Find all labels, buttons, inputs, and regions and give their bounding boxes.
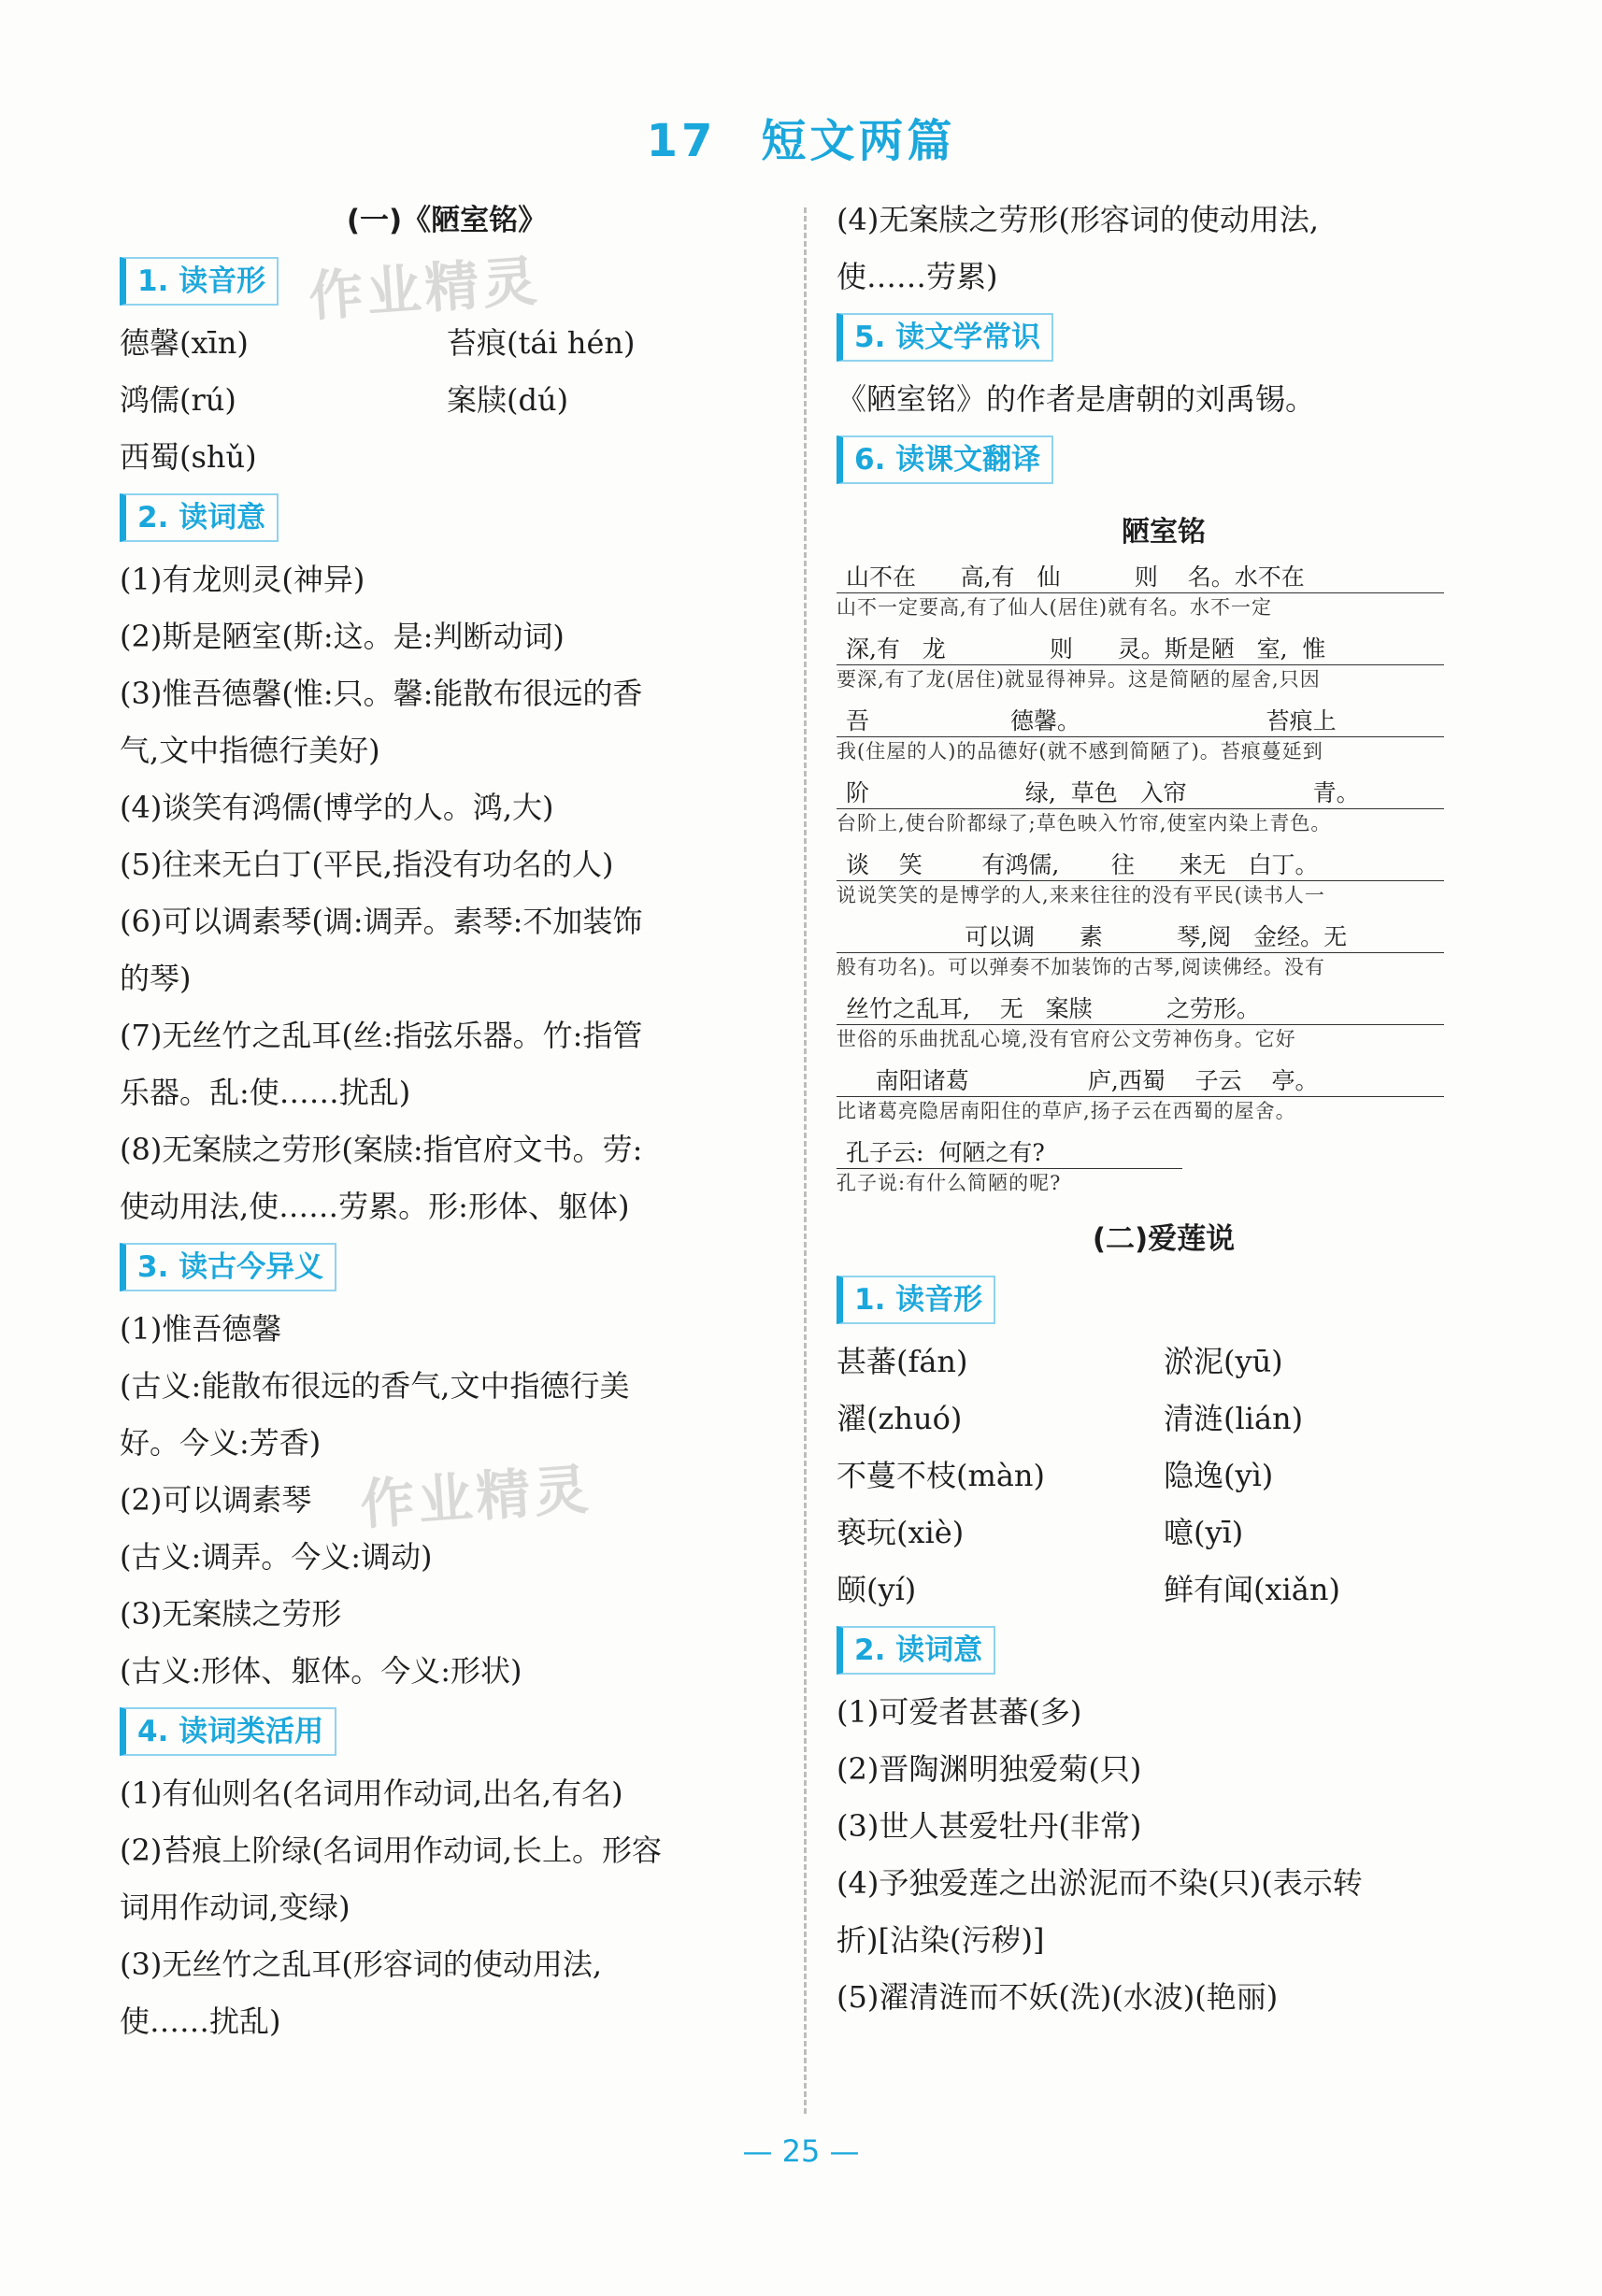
list-item: (2)苔痕上阶绿(名词用作动词,长上。形容 <box>120 1833 662 1868</box>
list-item: 折)[沾染(污秽)] <box>837 1922 1045 1958</box>
translation-block <box>837 563 1491 1197</box>
translation-pair <box>837 706 1491 765</box>
part2-heading: (二)爱莲说 <box>1092 1222 1236 1256</box>
translation-pair <box>837 1138 1491 1197</box>
section-heading: 4. 读词类活用 <box>120 1707 336 1756</box>
left-column <box>120 192 774 2050</box>
list-item: (古义:调弄。今义:调动) <box>120 1539 433 1575</box>
section-heading: 5. 读文学常识 <box>837 313 1053 362</box>
section-heading: 6. 读课文翻译 <box>837 435 1053 484</box>
modern-text: 世俗的乐曲扰乱心境,没有官府公文劳神伤身。它好 <box>837 1028 1296 1050</box>
modern-text: 孔子说:有什么简陋的呢? <box>837 1172 1062 1194</box>
original-text: 丝竹之乱耳, 无 案牍 之劳形。 <box>837 994 1444 1025</box>
list-item: 西蜀(shǔ) <box>120 439 257 475</box>
original-text: 南阳诸葛 庐,西蜀 子云 亭。 <box>837 1066 1444 1097</box>
list-item: (3)无案牍之劳形 <box>120 1596 342 1632</box>
list-item: (1)有龙则灵(神异) <box>120 562 365 597</box>
section-heading: 1. 读音形 <box>120 257 279 306</box>
modern-text: 要深,有了龙(居住)就显得神异。这是简陋的屋舍,只因 <box>837 668 1321 691</box>
original-text: 吾 德馨。 苔痕上 <box>837 706 1444 737</box>
pronunciation-list <box>837 1333 1491 1619</box>
list-item: 好。今义:芳香) <box>120 1425 322 1461</box>
original-text: 谈 笑 有鸿儒, 往 来无 白丁。 <box>837 850 1444 881</box>
list-item: 使……扰乱) <box>120 2004 281 2039</box>
original-text: 孔子云: 何陋之有? <box>837 1138 1182 1169</box>
translation-pair <box>837 922 1491 981</box>
list-item: (2)斯是陋室(斯:这。是:判断动词) <box>120 619 565 654</box>
page-number: — 25 — <box>742 2133 860 2169</box>
section-heading: 2. 读词意 <box>120 493 279 542</box>
modern-text: 山不一定要高,有了仙人(居住)就有名。水不一定 <box>837 596 1273 619</box>
list-item: (2)可以调素琴 <box>120 1482 312 1518</box>
original-text: 山不在 高,有 仙 则 名。水不在 <box>837 563 1444 593</box>
watermark: 作业精灵 <box>358 1457 594 1537</box>
column-divider <box>804 207 807 2114</box>
list-item: 乐器。乱:使……扰乱) <box>120 1075 411 1110</box>
list-item: 鸿儒(rú) <box>120 382 236 418</box>
list-item: 颐(yí) <box>837 1572 917 1607</box>
modern-text: 般有功名)。可以弹奏不加装饰的古琴,阅读佛经。没有 <box>837 956 1325 978</box>
list-item: 使动用法,使……劳累。形:形体、躯体) <box>120 1189 630 1224</box>
right-column <box>837 192 1491 2026</box>
list-item: (3)无丝竹之乱耳(形容词的使动用法, <box>120 1947 602 1982</box>
list-item: 不蔓不枝(màn) <box>837 1458 1046 1493</box>
list-item: (1)有仙则名(名词用作动词,出名,有名) <box>120 1775 623 1811</box>
list-item: (4)无案牍之劳形(形容词的使动用法, <box>837 202 1319 237</box>
translation-pair <box>837 1066 1491 1125</box>
list-item: (古义:形体、躯体。今义:形状) <box>120 1653 522 1689</box>
translation-pair <box>837 994 1491 1053</box>
list-item: 德馨(xīn) <box>120 325 249 361</box>
list-item: 亵玩(xiè) <box>837 1515 965 1550</box>
list-item: (5)濯清涟而不妖(洗)(水波)(艳丽) <box>837 1979 1279 2015</box>
list-item: (1)惟吾德馨 <box>120 1311 282 1347</box>
list-item: 鲜有闻(xiǎn) <box>1164 1572 1340 1607</box>
list-item: 使……劳累) <box>837 259 998 294</box>
word-usage-list <box>120 1765 774 2050</box>
translation-pair <box>837 563 1491 621</box>
modern-text: 说说笑笑的是博学的人,来来往往的没有平民(读书人一 <box>837 884 1325 906</box>
original-text: 阶 绿, 草色 入帘 青。 <box>837 778 1444 809</box>
list-item: (4)予独爱莲之出淤泥而不染(只)(表示转 <box>837 1865 1363 1901</box>
pronunciation-list <box>120 315 774 486</box>
list-item: 的琴) <box>120 961 192 996</box>
list-item: 清涟(lián) <box>1164 1401 1304 1436</box>
list-item: (7)无丝竹之乱耳(丝:指弦乐器。竹:指管 <box>120 1018 643 1053</box>
translation-pair <box>837 635 1491 693</box>
lesson-number: 17 <box>646 115 717 167</box>
list-item: (1)可爱者甚蕃(多) <box>837 1694 1082 1730</box>
list-item: 濯(zhuó) <box>837 1401 963 1436</box>
list-item: (4)谈笑有鸿儒(博学的人。鸿,大) <box>120 790 554 825</box>
list-item: (5)往来无白丁(平民,指没有功名的人) <box>120 847 614 882</box>
list-item: (3)世人甚爱牡丹(非常) <box>837 1808 1142 1844</box>
translation-pair <box>837 778 1491 837</box>
translation-pair <box>837 850 1491 909</box>
list-item: (3)惟吾德馨(惟:只。馨:能散布很远的香 <box>120 676 643 711</box>
list-item: 苔痕(tái hén) <box>447 325 636 361</box>
page-title <box>0 105 1602 169</box>
list-item: 甚蕃(fán) <box>837 1344 968 1379</box>
translation-title: 陋室铭 <box>1122 516 1206 549</box>
lesson-title: 短文两篇 <box>761 115 956 167</box>
section-heading: 3. 读古今异义 <box>120 1243 336 1291</box>
section-heading: 2. 读词意 <box>837 1626 995 1675</box>
list-item: (古义:能散布很远的香气,文中指德行美 <box>120 1368 630 1404</box>
list-item: 案牍(dú) <box>447 382 569 418</box>
list-item: 气,文中指德行美好) <box>120 733 380 768</box>
part1-heading: (一)《陋室铭》 <box>346 204 548 237</box>
list-item: (6)可以调素琴(调:调弄。素琴:不加装饰 <box>120 904 643 939</box>
modern-text: 台阶上,使台阶都绿了;草色映入竹帘,使室内染上青色。 <box>837 812 1332 834</box>
original-text: 深,有 龙 则 灵。斯是陋 室, 惟 <box>837 635 1444 665</box>
word-meaning-list <box>120 551 774 1235</box>
modern-text: 我(住屋的人)的品德好(就不感到简陋了)。苔痕蔓延到 <box>837 740 1323 763</box>
original-text: 可以调 素 琴,阅 金经。无 <box>837 922 1444 953</box>
ancient-modern-list <box>120 1301 774 1700</box>
list-item: 词用作动词,变绿) <box>120 1890 350 1925</box>
list-item: 隐逸(yì) <box>1164 1458 1274 1493</box>
list-item: (2)晋陶渊明独爱菊(只) <box>837 1751 1142 1787</box>
word-meaning-list <box>837 1684 1491 2026</box>
list-item: 淤泥(yū) <box>1164 1344 1283 1379</box>
modern-text: 比诸葛亮隐居南阳住的草庐,扬子云在西蜀的屋舍。 <box>837 1100 1296 1122</box>
section-heading: 1. 读音形 <box>837 1276 995 1324</box>
list-item: 噫(yī) <box>1164 1515 1244 1550</box>
list-item: (8)无案牍之劳形(案牍:指官府文书。劳: <box>120 1132 643 1167</box>
watermark: 作业精灵 <box>307 249 543 329</box>
literature-note: 《陋室铭》的作者是唐朝的刘禹锡。 <box>837 381 1316 417</box>
